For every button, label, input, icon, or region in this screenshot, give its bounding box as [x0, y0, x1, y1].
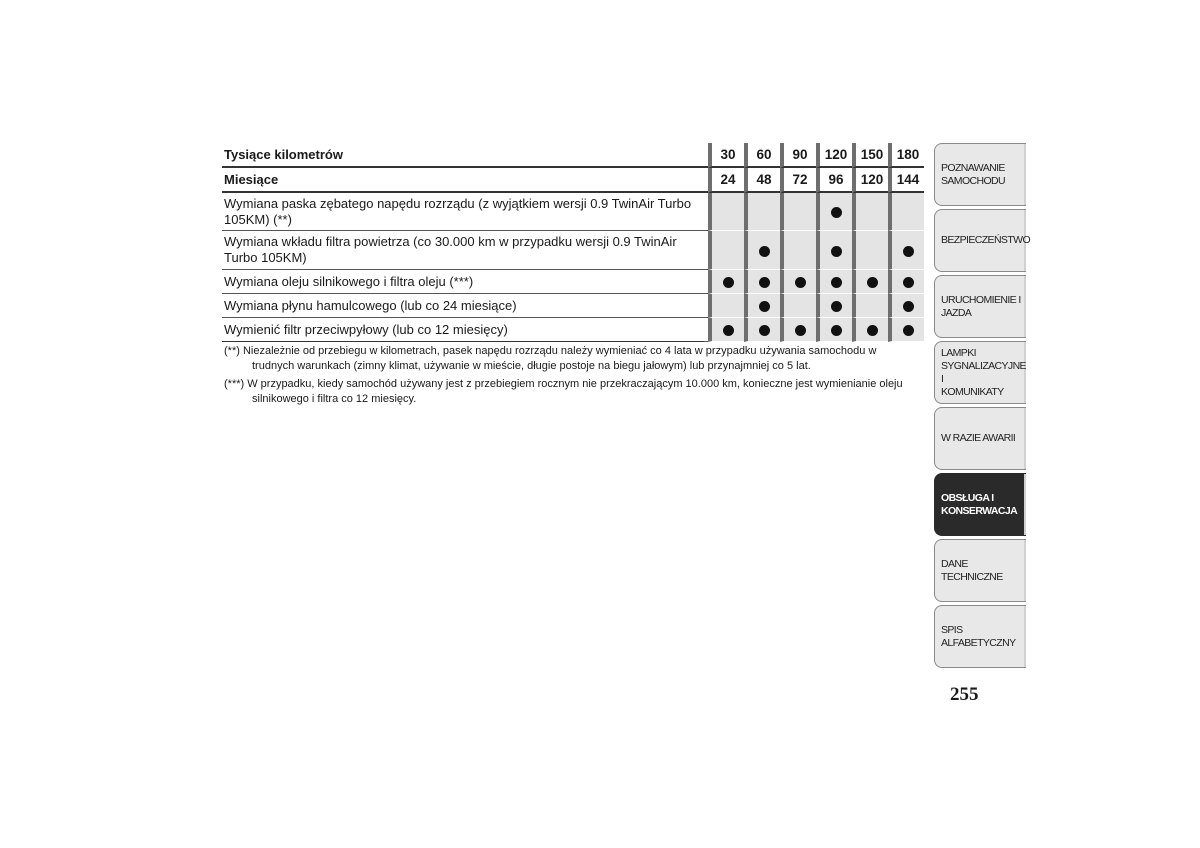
service-dot-icon — [831, 246, 842, 257]
header-km-value: 90 — [780, 143, 816, 168]
service-dot-icon — [759, 325, 770, 336]
schedule-cell — [780, 270, 816, 294]
schedule-cell — [744, 231, 780, 270]
header-months-value: 24 — [708, 168, 744, 193]
schedule-cell — [888, 193, 924, 231]
service-dot-icon — [867, 277, 878, 288]
schedule-cell — [708, 318, 744, 342]
header-row-months — [222, 168, 924, 193]
tab-w-razie-awarii[interactable]: W RAZIE AWARII — [934, 407, 1026, 470]
header-km-value: 180 — [888, 143, 924, 168]
schedule-cell — [744, 294, 780, 318]
service-dot-icon — [795, 277, 806, 288]
service-dot-icon — [903, 246, 914, 257]
tab-bezpieczenstwo[interactable]: BEZPIECZEŃSTWO — [934, 209, 1026, 272]
schedule-cell — [744, 318, 780, 342]
schedule-cell — [888, 294, 924, 318]
table-row — [222, 318, 924, 342]
tab-uruchomienie-i-jazda[interactable]: URUCHOMIENIE I JAZDA — [934, 275, 1026, 338]
service-dot-icon — [903, 301, 914, 312]
footnote-timing-belt: (**) Niezależnie od przebiegu w kilometrach, pasek napędu rozrządu należy wymieniać co 4 lata w przypadku używania samochodu w trudnych warunkach (zimny klimat, używanie w mieście, długie postoje na biegu jałowym) lub przynajmniej co 5 lat. — [224, 345, 877, 372]
schedule-cell — [852, 193, 888, 231]
service-dot-icon — [759, 277, 770, 288]
header-km-value: 120 — [816, 143, 852, 168]
header-months-value: 120 — [852, 168, 888, 193]
tab-dane-techniczne[interactable]: DANE TECHNICZNE — [934, 539, 1026, 602]
schedule-cell — [780, 193, 816, 231]
schedule-cell — [816, 270, 852, 294]
chapter-tabs — [934, 143, 1031, 671]
service-dot-icon — [723, 325, 734, 336]
header-km-label: Tysiące kilometrów — [222, 143, 704, 168]
schedule-cell — [888, 231, 924, 270]
tab-lampki-sygnalizacyjne[interactable]: LAMPKI SYGNALIZACYJNE I KOMUNIKATY — [934, 341, 1026, 404]
schedule-cell — [852, 294, 888, 318]
footnote-oil-change: (***) W przypadku, kiedy samochód używany jest z przebiegiem rocznym nie przekraczającym 10.000 km, konieczne jest wymienianie oleju silnikowego i filtra co 12 miesięcy. — [224, 378, 903, 405]
maintenance-schedule-table — [222, 143, 924, 342]
table-row — [222, 294, 924, 318]
service-dot-icon — [903, 325, 914, 336]
schedule-cell — [708, 193, 744, 231]
schedule-cell — [744, 193, 780, 231]
tab-obsluga-i-konserwacja[interactable]: OBSŁUGA I KONSERWACJA — [934, 473, 1026, 536]
header-row-km — [222, 143, 924, 168]
service-dot-icon — [759, 301, 770, 312]
header-km-value: 150 — [852, 143, 888, 168]
schedule-cell — [852, 270, 888, 294]
header-months-value: 144 — [888, 168, 924, 193]
schedule-cell — [816, 193, 852, 231]
tab-spis-alfabetyczny[interactable]: SPIS ALFABETYCZNY — [934, 605, 1026, 668]
row-label: Wymienić filtr przeciwpyłowy (lub co 12 miesięcy) — [222, 318, 704, 342]
service-dot-icon — [723, 277, 734, 288]
service-dot-icon — [831, 207, 842, 218]
header-months-value: 72 — [780, 168, 816, 193]
header-months-value: 96 — [816, 168, 852, 193]
schedule-cell — [708, 231, 744, 270]
service-dot-icon — [903, 277, 914, 288]
schedule-cell — [816, 231, 852, 270]
schedule-cell — [852, 231, 888, 270]
schedule-cell — [816, 318, 852, 342]
schedule-cell — [888, 270, 924, 294]
schedule-cell — [816, 294, 852, 318]
service-dot-icon — [795, 325, 806, 336]
schedule-cell — [780, 294, 816, 318]
service-dot-icon — [831, 325, 842, 336]
schedule-cell — [708, 270, 744, 294]
tab-poznawanie-samochodu[interactable]: POZNAWANIE SAMOCHODU — [934, 143, 1026, 206]
schedule-cell — [780, 318, 816, 342]
service-dot-icon — [831, 301, 842, 312]
footnotes — [224, 344, 920, 410]
header-km-value: 60 — [744, 143, 780, 168]
table-row — [222, 193, 924, 231]
schedule-cell — [888, 318, 924, 342]
page-number: 255 — [950, 684, 979, 705]
service-dot-icon — [759, 246, 770, 257]
header-months-label: Miesiące — [222, 168, 704, 193]
table-row — [222, 231, 924, 270]
header-months-value: 48 — [744, 168, 780, 193]
row-label: Wymiana oleju silnikowego i filtra oleju (***) — [222, 270, 704, 294]
schedule-cell — [852, 318, 888, 342]
schedule-cell — [708, 294, 744, 318]
service-dot-icon — [831, 277, 842, 288]
service-dot-icon — [867, 325, 878, 336]
table-row — [222, 270, 924, 294]
row-label: Wymiana płynu hamulcowego (lub co 24 miesiące) — [222, 294, 704, 318]
row-label: Wymiana wkładu filtra powietrza (co 30.000 km w przypadku wersji 0.9 TwinAir Turbo 105KM) — [222, 231, 704, 270]
schedule-cell — [780, 231, 816, 270]
header-km-value: 30 — [708, 143, 744, 168]
schedule-cell — [744, 270, 780, 294]
row-label: Wymiana paska zębatego napędu rozrządu (z wyjątkiem wersji 0.9 TwinAir Turbo 105KM) (**) — [222, 193, 704, 231]
